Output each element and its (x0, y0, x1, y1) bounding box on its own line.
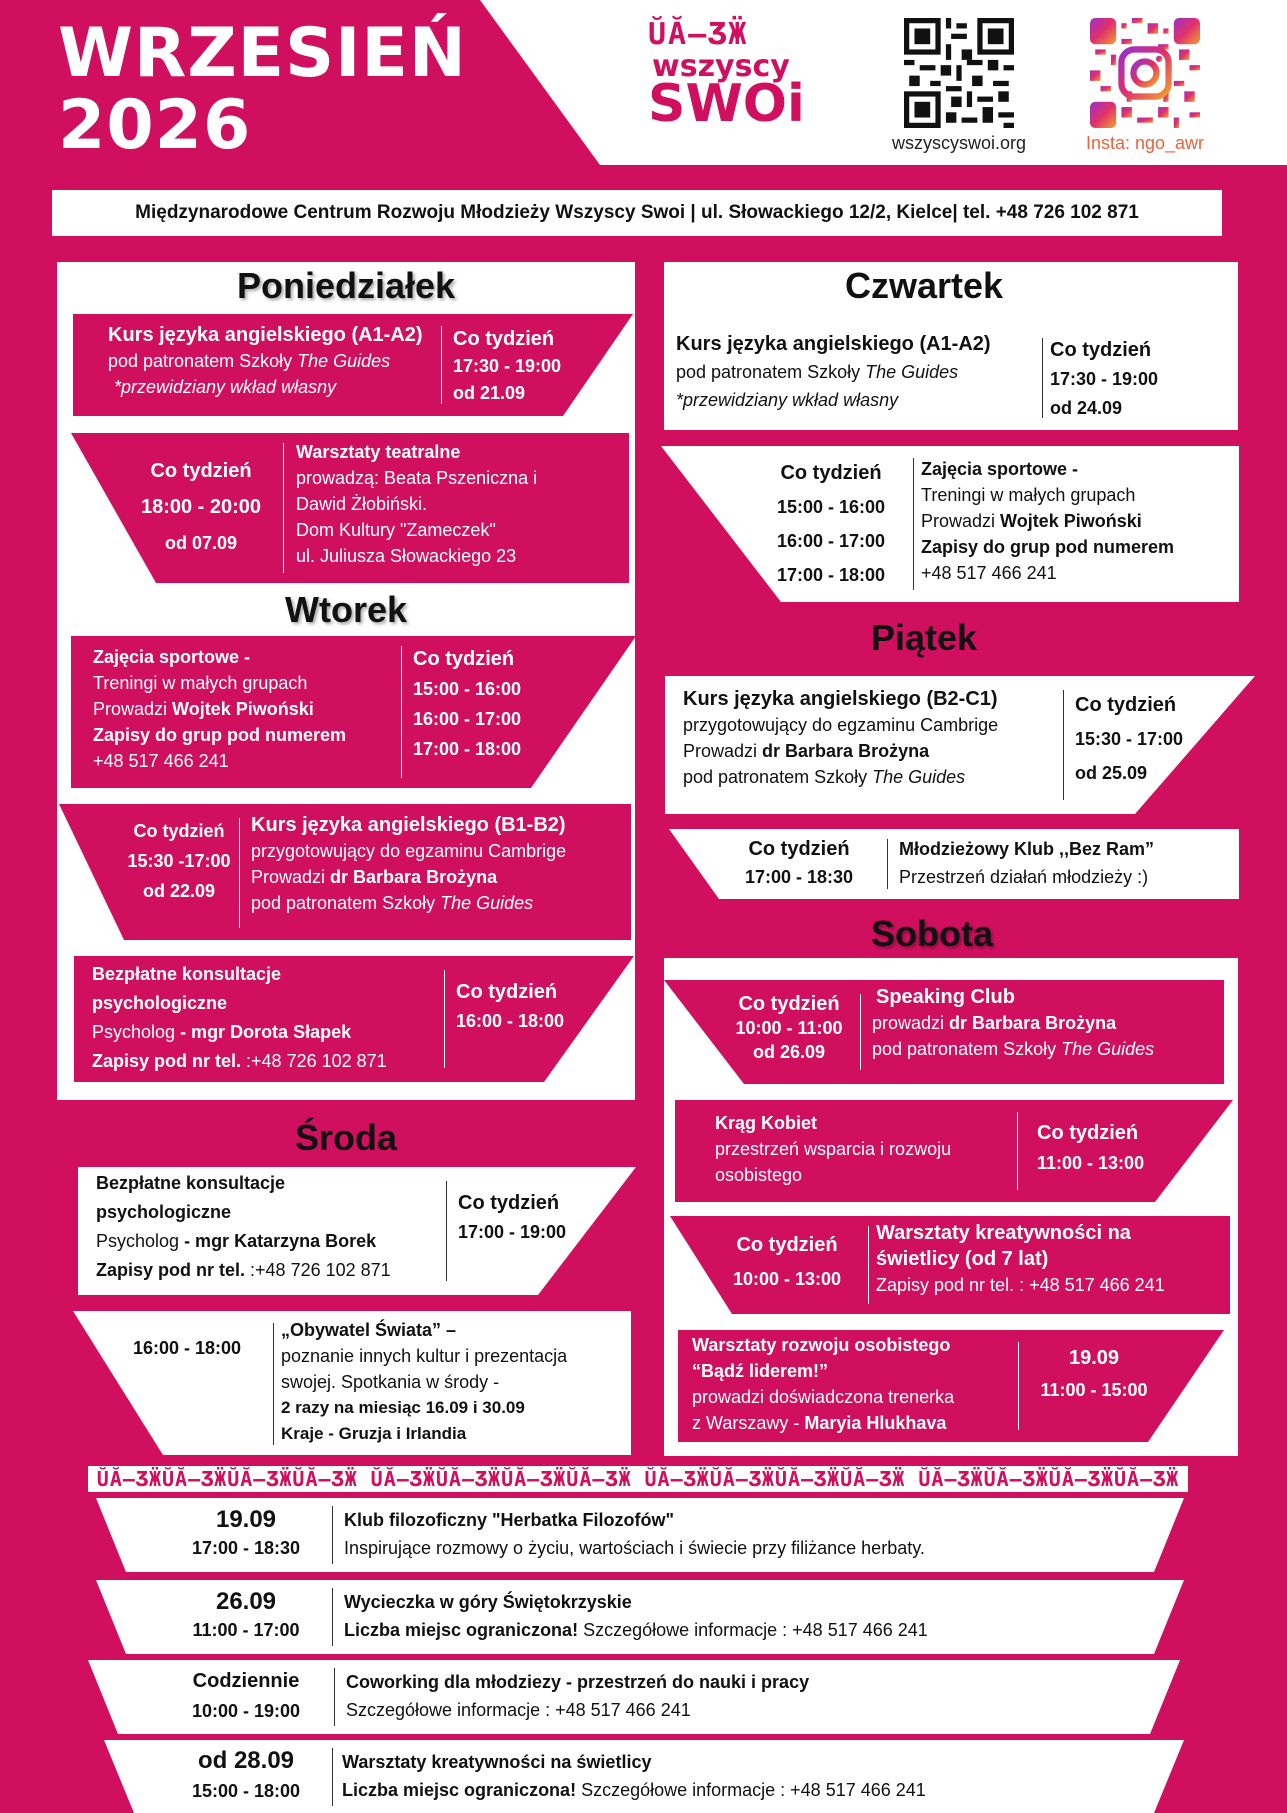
event-creative: od 28.09 15:00 - 18:00 Warsztaty kreatywności na świetlicy Liczba miejsc ograniczona! Szczegółowe informacje : +48 517 466 241 (104, 1740, 1184, 1813)
day-friday: Piątek (870, 617, 978, 658)
card-wed-citizen: 16:00 - 18:00 „Obywatel Świata” – poznanie innych kultur i prezentacja swojej. Spotkania w środy - 2 razy na miesiąc 16.09 i 30.09 Kraje - Gruzja i Irlandia (73, 1311, 631, 1455)
card-mon-english: Kurs języka angielskiego (A1-A2) pod patronatem Szkoły The Guides *przewidziany wkład własny Co tydzień 17:30 - 19:00 od 21.09 (73, 314, 633, 416)
card-tue-english: Co tydzień 15:30 -17:00 od 22.09 Kurs języka angielskiego (B1-B2) przygotowujący do egzaminu Cambrige Prowadzi dr Barbara Brożyna pod patronatem Szkoły The Guides (59, 804, 631, 940)
logo (648, 18, 838, 143)
card-thu-english: Kurs języka angielskiego (A1-A2) pod patronatem Szkoły The Guides *przewidziany wkład własny Co tydzień 17:30 - 19:00 od 24.09 (664, 318, 1238, 430)
card-sat-speaking: Co tydzień 10:00 - 11:00 od 26.09 Speaking Club prowadzi dr Barbara Brożyna pod patronatem Szkoły The Guides (664, 980, 1224, 1084)
instagram-handle[interactable]: Insta: ngo_awr (1085, 133, 1205, 153)
card-thu-sport: Co tydzień 15:00 - 16:00 16:00 - 17:00 17:00 - 18:00 Zajęcia sportowe - Treningi w małych grupach Prowadzi Wojtek Piwoński Zapisy do grup pod numerem +48 517 466 241 (661, 446, 1239, 602)
card-fri-club: Co tydzień 17:00 - 18:30 Młodzieżowy Klub ,,Bez Ram” Przestrzeń działań młodzieży :) (669, 829, 1239, 899)
month-label: WRZESIEŃ (58, 14, 467, 93)
page-title (58, 14, 467, 165)
card-tue-psych: Bezpłatne konsultacje psychologiczne Psycholog - mgr Dorota Słapek Zapisy pod nr tel. :+48 726 102 871 Co tydzień 16:00 - 18:00 (74, 956, 634, 1082)
decorative-strip: ŬĂ–ӠӜŬĂ–ӠӜŬĂ–ӠӜŬĂ–ӠӜ ŬĂ–ӠӜŬĂ–ӠӜŬĂ–ӠӜŬĂ–ӠӜ ŬĂ–ӠӜŬĂ–ӠӜŬĂ–ӠӜŬĂ–ӠӜ ŬĂ–ӠӜŬĂ–ӠӜŬĂ–ӠӜŬĂ–ӠӜ (88, 1466, 1188, 1492)
qr-code-instagram-icon[interactable] (1090, 18, 1200, 128)
day-saturday: Sobota (871, 913, 993, 954)
address-bar: Międzynarodowe Centrum Rozwoju Młodzieży Wszyscy Swoi | ul. Słowackiego 12/2, Kielce| tel. +48 726 102 871 (52, 190, 1222, 236)
year-label: 2026 (58, 86, 252, 165)
day-tuesday: Wtorek (284, 589, 407, 630)
card-sat-women: Krąg Kobiet przestrzeń wsparcia i rozwoju osobistego Co tydzień 11:00 - 13:00 (675, 1100, 1233, 1202)
event-coworking: Codziennie 10:00 - 19:00 Coworking dla młodziezy - przestrzeń do nauki i pracy Szczegółowe informacje : +48 517 466 241 (88, 1660, 1180, 1734)
day-thursday: Czwartek (844, 265, 1004, 306)
qr-code-site-icon[interactable] (904, 18, 1014, 128)
card-wed-psych: Bezpłatne konsultacje psychologiczne Psycholog - mgr Katarzyna Borek Zapisy pod nr tel. :+48 726 102 871 Co tydzień 17:00 - 19:00 (78, 1167, 636, 1295)
event-philosophy: 19.09 17:00 - 18:30 Klub filozoficzny "Herbatka Filozofów" Inspirujące rozmowy o życiu, wartościach i świecie przy filiżance herbaty. (96, 1498, 1184, 1572)
card-sat-creative: Co tydzień 10:00 - 13:00 Warsztaty kreatywności na świetlicy (od 7 lat) Zapisy pod nr tel. : +48 517 466 241 (670, 1216, 1230, 1314)
card-sat-leader: Warsztaty rozwoju osobistego “Bądź liderem!” prowadzi doświadczona trenerka z Warszawy - Maryia Hlukhava 19.09 11:00 - 15:00 (678, 1330, 1224, 1442)
day-monday: Poniedziałek (236, 265, 456, 306)
site-url[interactable]: wszyscyswoi.org (891, 133, 1027, 153)
day-wednesday: Środa (294, 1117, 398, 1158)
event-trip: 26.09 11:00 - 17:00 Wycieczka w góry Świętokrzyskie Liczba miejsc ograniczona! Szczegółowe informacje : +48 517 466 241 (96, 1580, 1184, 1654)
logo-top: wszyscy (652, 49, 790, 84)
card-mon-theatre: Co tydzień 18:00 - 20:00 od 07.09 Warsztaty teatralne prowadzą: Beata Pszeniczna i Dawid Żłobiński. Dom Kultury "Zameczek" ul. Juliusza Słowackiego 23 (71, 433, 629, 583)
logo-deco: ŬĂ–ӠӜ (648, 17, 749, 52)
card-fri-english: Kurs języka angielskiego (B2-C1) przygotowujący do egzaminu Cambrige Prowadzi dr Barbara Brożyna pod patronatem Szkoły The Guides Co tydzień 15:30 - 17:00 od 25.09 (665, 676, 1255, 814)
card-tue-sport: Zajęcia sportowe - Treningi w małych grupach Prowadzi Wojtek Piwoński Zapisy do grup pod numerem +48 517 466 241 Co tydzień 15:00 - 16:00 16:00 - 17:00 17:00 - 18:00 (71, 636, 636, 788)
logo-bottom: SWOi (648, 74, 805, 134)
